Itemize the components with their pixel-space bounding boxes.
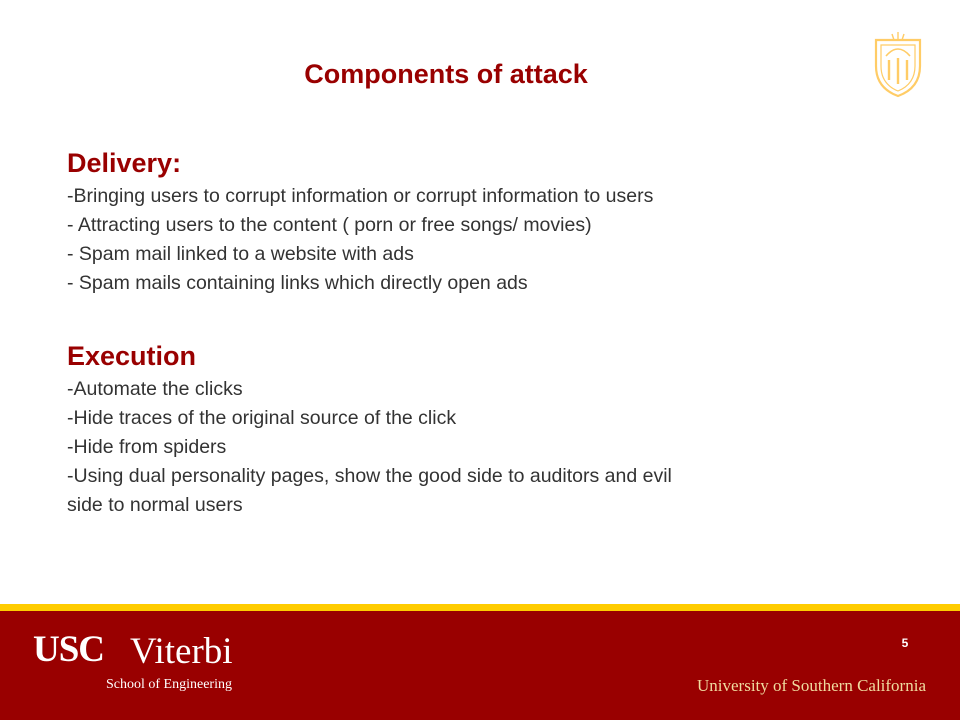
- list-item: -Bringing users to corrupt information or corrupt information to users: [67, 185, 654, 207]
- list-item: -Using dual personality pages, show the good side to auditors and evil: [67, 465, 672, 487]
- footer-gold-stripe: [0, 604, 960, 611]
- list-item: -Hide from spiders: [67, 436, 227, 458]
- page-number: 5: [901, 636, 909, 650]
- list-item: -Hide traces of the original source of the click: [67, 407, 457, 429]
- school-of-engineering-label: School of Engineering: [106, 677, 232, 692]
- slide-title: Components of attack: [304, 59, 588, 89]
- delivery-heading: Delivery:: [67, 148, 182, 178]
- execution-list: [67, 375, 847, 520]
- usc-logo: USC: [33, 629, 105, 670]
- viterbi-logo: Viterbi: [130, 631, 233, 672]
- list-item: side to normal users: [67, 494, 243, 516]
- execution-heading: Execution: [67, 341, 197, 371]
- usc-crest-icon: [872, 30, 924, 98]
- list-item: - Spam mails containing links which directly open ads: [67, 272, 528, 294]
- list-item: - Spam mail linked to a website with ads: [67, 243, 414, 265]
- execution-section: [67, 339, 847, 520]
- list-item: - Attracting users to the content ( porn or free songs/ movies): [67, 214, 592, 236]
- delivery-list: [67, 182, 847, 298]
- delivery-section: [67, 146, 847, 298]
- university-wordmark: University of Southern California: [697, 676, 926, 695]
- list-item: -Automate the clicks: [67, 378, 243, 400]
